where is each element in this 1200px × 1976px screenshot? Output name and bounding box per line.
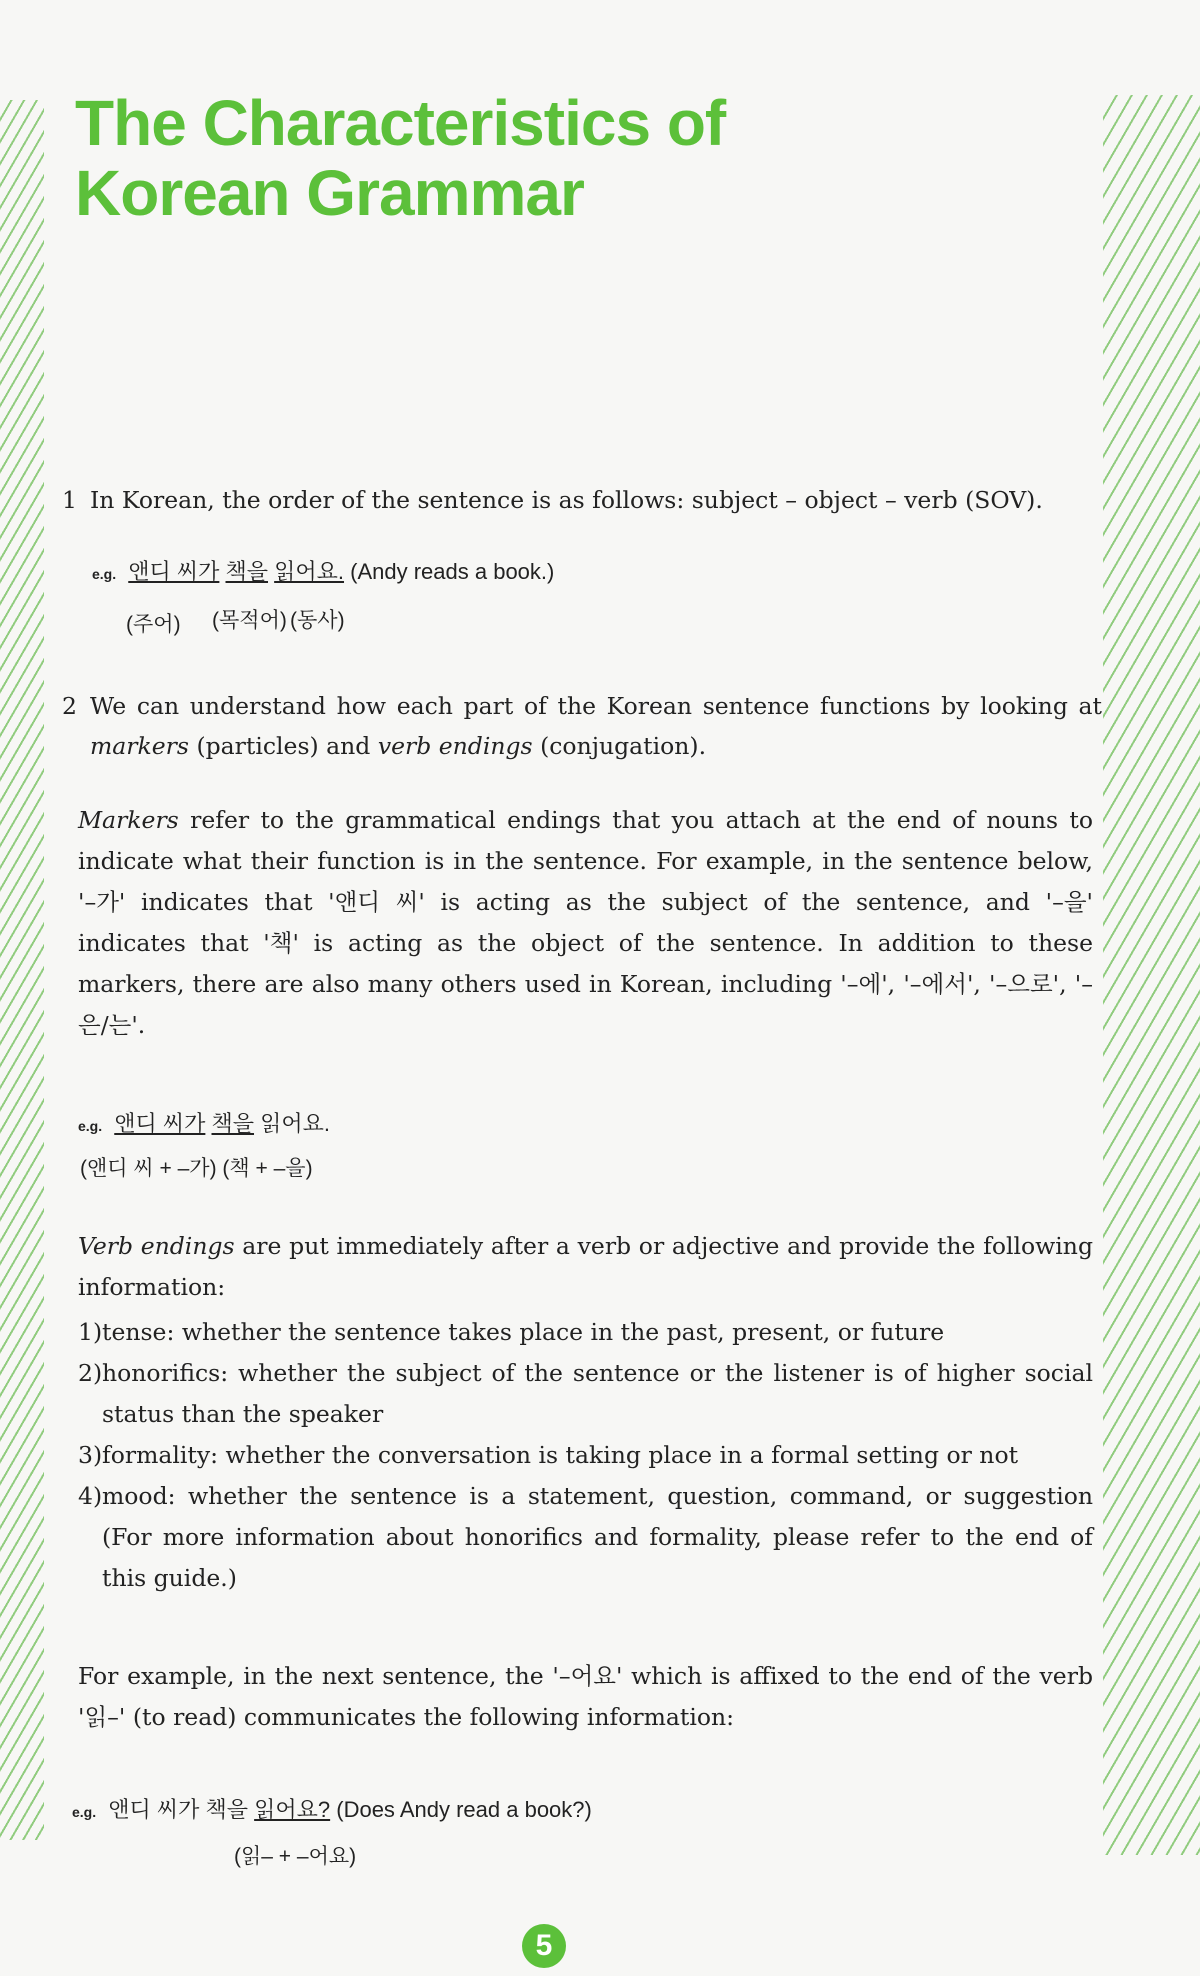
label-verb: (동사) [290,609,345,632]
label-object: (목적어) [212,609,287,632]
page-title [75,88,725,228]
list-text: honorifics: whether the subject of the sentence or the listener is of higher social status than the speaker [102,1359,1093,1428]
verb-endings-paragraph [78,1226,1093,1308]
markers-paragraph [78,800,1093,1046]
example-3-breakdown: (읽– + –어요) [234,1845,357,1868]
eg-label: e.g. [78,1118,103,1134]
list-text: mood: whether the sentence is a statement, question, command, or suggestion (For more information about honorifics and formality, please refer to the end of this guide.) [102,1482,1093,1592]
section-number: 2 [62,692,77,720]
example-object: 책을 [225,559,269,584]
example-object: 책을 [211,1111,255,1136]
section-2-intro [90,686,1102,766]
example-translation: (Andy reads a book.) [350,559,555,584]
example-verb: 읽어요. [274,559,345,584]
eg-label: e.g. [72,1804,97,1820]
intro-text-1: We can understand how each part of the Korean sentence functions by looking at [90,692,1102,720]
decorative-stripes-left [0,100,44,1840]
example-2-breakdown: (앤디 씨 + –가) (책 + –을) [80,1157,313,1180]
verb-endings-text: are put immediately after a verb or adjective and provide the following information: [78,1232,1093,1301]
list-item [78,1435,1093,1476]
example-subject: 앤디 씨가 [128,559,220,584]
page-number: 5 [522,1924,566,1968]
list-text: formality: whether the conversation is taking place in a formal setting or not [102,1441,1019,1469]
list-number: 1) [78,1318,103,1346]
example-translation: (Does Andy read a book?) [336,1797,592,1822]
label-subject: (주어) [126,613,181,636]
section-1-text: In Korean, the order of the sentence is as follows: subject – object – verb (SOV). [90,486,1043,514]
example-prefix: 앤디 씨가 책을 [108,1797,248,1822]
list-number: 2) [78,1359,103,1387]
section-number: 1 [62,486,77,514]
decorative-stripes-right [1103,95,1200,1855]
title-line-2: Korean Grammar [75,157,584,229]
intro-text-2: (particles) and [196,732,371,760]
example-2 [78,1104,330,1146]
example-paragraph: For example, in the next sentence, the '–어요' which is affixed to the end of the verb '읽–' (to read) communicates the following information: [78,1662,1093,1731]
list-number: 3) [78,1441,103,1469]
markers-lead: Markers [78,806,179,834]
example-verb: 읽어요. [260,1111,331,1136]
intro-text-3: (conjugation). [540,732,707,760]
list-item [78,1312,1093,1353]
list-item [78,1353,1093,1435]
list-number: 4) [78,1482,103,1510]
example-verb: 읽어요? [254,1797,331,1822]
list-text: tense: whether the sentence takes place in the past, present, or future [102,1318,945,1346]
section-2 [62,686,1102,766]
example-1 [92,552,554,594]
list-item [78,1476,1093,1599]
markers-term: markers [90,732,189,760]
title-line-1: The Characteristics of [75,87,726,159]
verb-endings-list [78,1312,1093,1599]
example-subject: 앤디 씨가 [114,1111,206,1136]
verb-endings-lead: Verb endings [78,1232,235,1260]
verb-endings-term: verb endings [377,732,533,760]
markers-text: refer to the grammatical endings that you attach at the end of nouns to indicate what their function is in the sentence. For example, in the sentence below, '–가' indicates that '앤디 씨' is acting as the subject of the sentence, and '–을' indicates that '책' is acting as the object of the sentence. In addition to these markers, there are also many others used in Korean, including '–에', '–에서', '–으로', '–은/는'. [78,806,1093,1039]
example-3 [72,1790,592,1832]
section-1 [62,480,1102,520]
eg-label: e.g. [92,566,117,582]
